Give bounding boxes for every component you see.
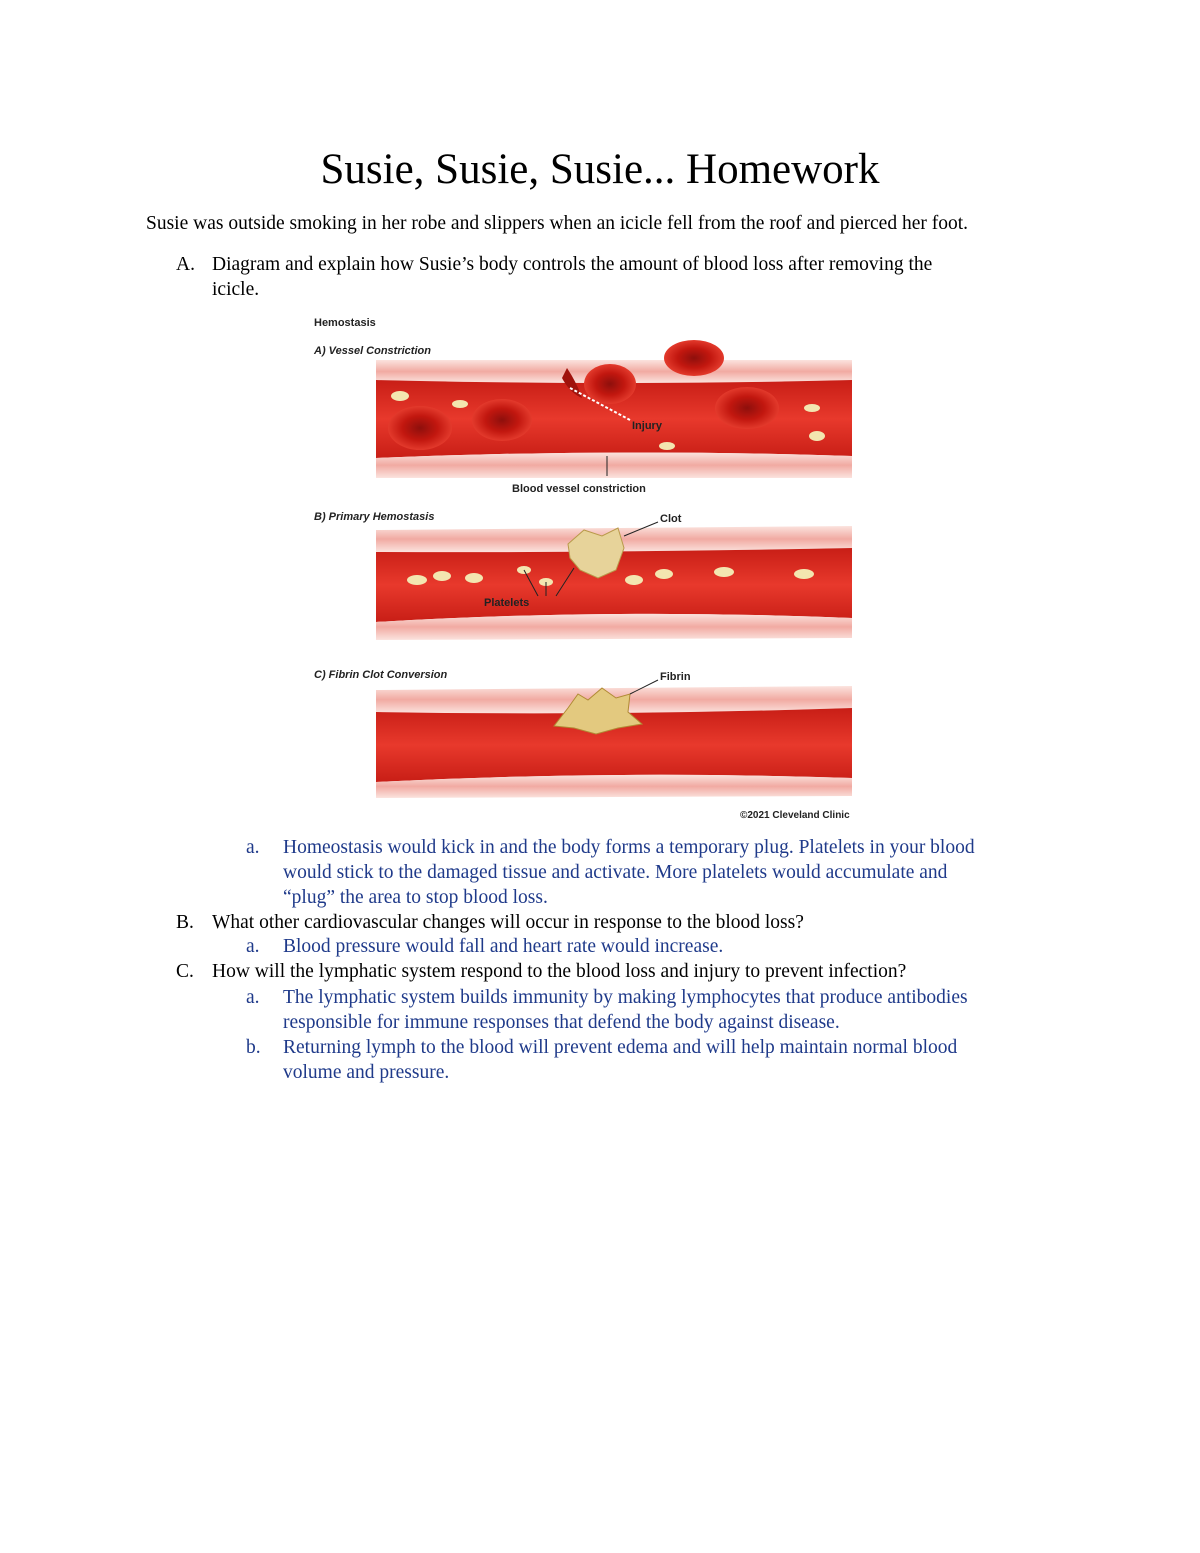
figure-heading: Hemostasis: [314, 317, 376, 329]
answer-c-b-line1: Returning lymph to the blood will prevent edema and will help maintain normal blood: [283, 1037, 958, 1058]
panel-b-label: B) Primary Hemostasis: [314, 511, 435, 523]
panel-c-label: C) Fibrin Clot Conversion: [314, 669, 448, 681]
hemostasis-diagram: [312, 308, 912, 823]
platelet: [625, 575, 643, 585]
question-b-marker: B.: [176, 912, 194, 933]
answer-c-b-line2: volume and pressure.: [283, 1062, 450, 1083]
panel-b-clot-label: Clot: [660, 513, 682, 525]
red-blood-cell: [388, 406, 452, 450]
answer-a-a-line3: “plug” the area to stop blood loss.: [283, 887, 548, 908]
answer-c-a-line1: The lymphatic system builds immunity by making lymphocytes that produce antibodies: [283, 987, 968, 1008]
platelet: [809, 431, 825, 441]
intro-paragraph: Susie was outside smoking in her robe and slippers when an icicle fell from the roof and pierced her foot.: [146, 213, 969, 234]
panel-b-vessel: [376, 522, 852, 640]
panel-a-injury-label: Injury: [632, 420, 662, 432]
panel-a-label: A) Vessel Constriction: [314, 345, 431, 357]
platelet: [465, 573, 483, 583]
answer-c-b-marker: b.: [246, 1037, 261, 1058]
answer-c-a-line2: responsible for immune responses that defend the body against disease.: [283, 1012, 840, 1033]
platelet: [433, 571, 451, 581]
platelet: [659, 442, 675, 450]
figure-credit: ©2021 Cleveland Clinic: [740, 810, 850, 821]
platelet: [714, 567, 734, 577]
answer-b-a-marker: a.: [246, 936, 260, 957]
platelet: [655, 569, 673, 579]
answer-c-a-marker: a.: [246, 987, 260, 1008]
red-blood-cell: [472, 399, 532, 441]
answer-a-a-line2: would stick to the damaged tissue and activate. More platelets would accumulate and: [283, 862, 948, 883]
red-blood-cell: [584, 364, 636, 404]
platelet: [407, 575, 427, 585]
answer-a-a-marker: a.: [246, 837, 260, 858]
platelet: [804, 404, 820, 412]
red-blood-cell: [715, 387, 779, 429]
red-blood-cell: [664, 340, 724, 376]
question-a-line2: icicle.: [212, 279, 260, 300]
platelet: [452, 400, 468, 408]
panel-a-vessel: [376, 340, 852, 478]
question-a-line1: Diagram and explain how Susie’s body controls the amount of blood loss after removing the: [212, 254, 933, 275]
question-b-line1: What other cardiovascular changes will occur in response to the blood loss?: [212, 912, 804, 933]
panel-b-platelets-label: Platelets: [484, 597, 530, 609]
question-c-marker: C.: [176, 961, 194, 982]
question-a-marker: A.: [176, 254, 195, 275]
answer-a-a-line1: Homeostasis would kick in and the body forms a temporary plug. Platelets in your blood: [283, 837, 975, 858]
panel-c-vessel: [376, 680, 852, 798]
question-c-line1: How will the lymphatic system respond to the blood loss and injury to prevent infection?: [212, 961, 907, 982]
platelet: [391, 391, 409, 401]
panel-c-fibrin-label: Fibrin: [660, 671, 691, 683]
panel-a-bottom-label: Blood vessel constriction: [512, 483, 646, 495]
platelet: [794, 569, 814, 579]
answer-b-a-line1: Blood pressure would fall and heart rate would increase.: [283, 936, 724, 957]
page-title: Susie, Susie, Susie... Homework: [320, 146, 880, 193]
